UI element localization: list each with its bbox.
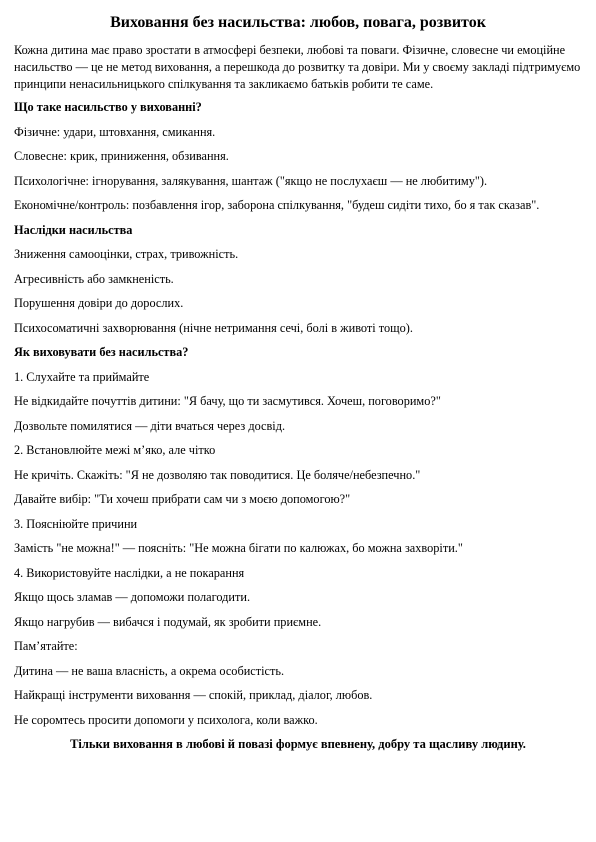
remember-item: Найкращі інструменти виховання — спокій, приклад, діалог, любов.	[14, 688, 373, 702]
advice-item: Давайте вибір: "Ти хочеш прибрати сам чи з моєю допомогою?"	[14, 492, 351, 506]
violence-type-psychological: Психологічне: ігнорування, залякування, шантаж ("якщо не послухаєш — не любитиму").	[14, 173, 488, 188]
advice-item: Якщо щось зламав — допоможи полагодити.	[14, 590, 251, 604]
document-page	[14, 12, 582, 753]
remember-item: Дитина — не ваша власність, а окрема особистість.	[14, 663, 285, 678]
document-title: Виховання без насильства: любов, повага, розвиток	[110, 14, 486, 31]
remember-item: Не соромтесь просити допомоги у психолога, коли важко.	[14, 712, 318, 727]
advice-item: Якщо нагрубив — вибачся і подумай, як зробити приємне.	[14, 614, 322, 629]
violence-type-economic: Економічне/контроль: позбавлення ігор, заборона спілкування, "будеш сидіти тихо, бо я так сказав".	[14, 198, 540, 212]
advice-subheading-explain: 3. Поясніюйте причини	[14, 516, 138, 531]
advice-item: Не відкидайте почуттів дитини: "Я бачу, що ти засмутився. Хочеш, поговоримо?"	[14, 394, 441, 408]
violence-type-verbal: Словесне: крик, приниження, обзивання.	[14, 149, 229, 163]
section-heading-consequences: Наслідки насильства	[14, 222, 133, 237]
section-heading-how-to-raise: Як виховувати без насильства?	[14, 345, 189, 359]
advice-subheading-consequences: 4. Використовуйте наслідки, а не покарання	[14, 565, 245, 580]
advice-item: Не кричіть. Скажіть: "Я не дозволяю так поводитися. Це боляче/небезпечно."	[14, 467, 421, 482]
consequence-item: Агресивність або замкненість.	[14, 271, 174, 286]
remember-label: Пам’ятайте:	[14, 639, 78, 653]
section-heading-what-is-violence: Що таке насильство у вихованні?	[14, 100, 202, 114]
advice-subheading-listen: 1. Слухайте та приймайте	[14, 369, 150, 384]
violence-type-physical: Фізичне: удари, штовхання, смикання.	[14, 124, 216, 139]
advice-subheading-boundaries: 2. Встановлюйте межі м’яко, але чітко	[14, 443, 216, 457]
advice-item: Замість "не можна!" — поясніть: "Не можна бігати по калюжах, бо можна захворіти."	[14, 541, 463, 555]
consequence-item: Порушення довіри до дорослих.	[14, 296, 184, 310]
closing-statement: Тільки виховання в любові й повазі формує впевнену, добру та щасливу людину.	[70, 737, 526, 751]
consequence-item: Зниження самооцінки, страх, тривожність.	[14, 247, 239, 261]
intro-paragraph: Кожна дитина має право зростати в атмосфері безпеки, любові та поваги. Фізичне, словесне чи емоційне насильство — це не метод виховання, а перешкода до розвитку та довіри. Ми у своєму закладі підтримуємо принципи ненасильницького спілкування та закликаємо батьків робити те саме.	[14, 43, 581, 91]
advice-item: Дозвольте помилятися — діти вчаться через досвід.	[14, 418, 286, 433]
consequence-item: Психосоматичні захворювання (нічне нетримання сечі, болі в животі тощо).	[14, 320, 413, 335]
